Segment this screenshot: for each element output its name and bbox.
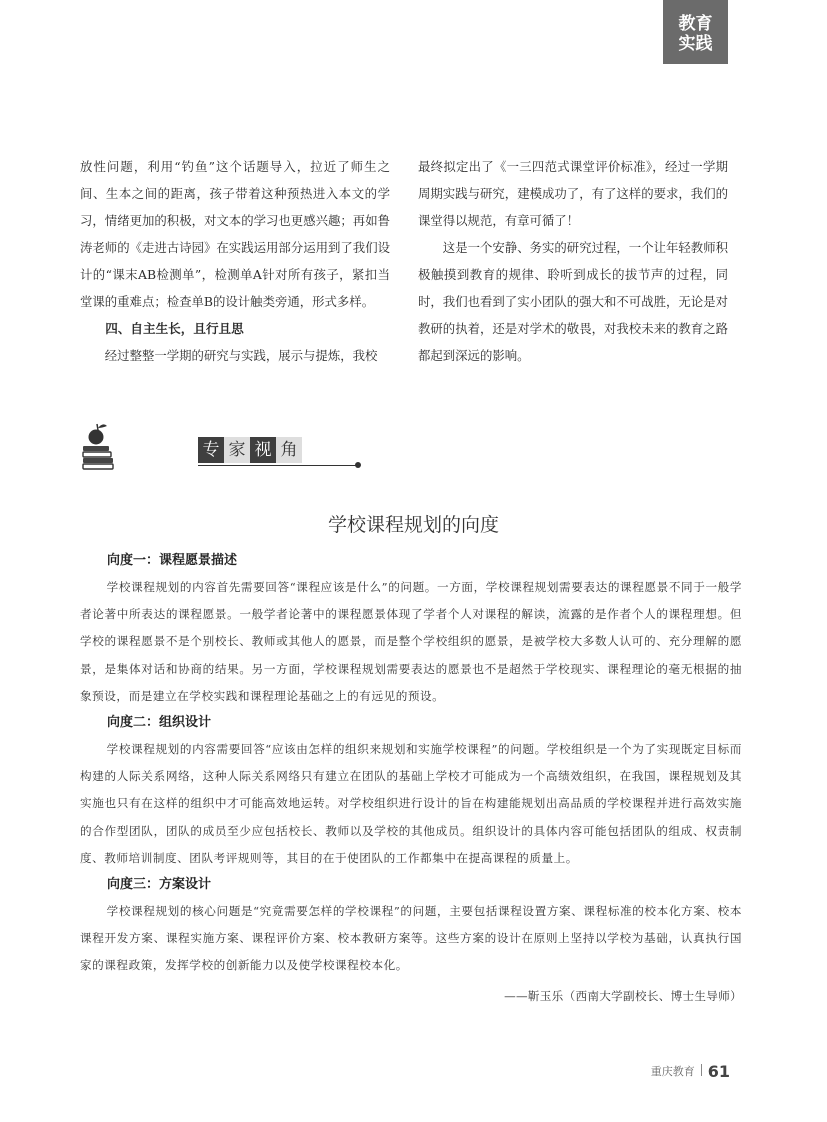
journal-name: 重庆教育 [650,1065,695,1078]
article-title: 学校课程规划的向度 [327,514,499,536]
right-column [418,153,728,369]
section-3-text: 学校课程规划的核心问题是“究竟需要怎样的学校课程”的问题，主要包括课程设置方案、课程标准的校本化方案、校本课程开发方案、课程实施方案、课程评价方案、校本教研方案等。这些方案的设计在原则上坚持以学校为基础，认真执行国家的课程政策，发挥学校的创新能力以及使学校课程校本化。 [80,904,742,973]
left-section-heading: 四、自主生长，且行且思 [105,321,244,336]
left-paragraph-1: 放性问题，利用“钓鱼”这个话题导入，拉近了师生之间、生本之间的距离，孩子带着这种预热进入本文的学习，情绪更加的积极，对文本的学习也更感兴趣；再如鲁涛老师的《走进古诗园》在实践运用部分运用到了我们设计的“课末AB检测单”，检测单A针对所有孩子，紧扣当堂课的重难点；检查单B的设计触类旁通，形式多样。 [80,159,390,309]
banner-divider-line [198,465,356,466]
left-column [80,153,390,369]
expert-view-banner [80,420,298,472]
footer-separator [701,1064,702,1076]
author-signature: ——靳玉乐（西南大学副校长、博士生导师） [504,988,742,1003]
apple-books-icon [80,420,120,472]
section-2-heading: 向度二：组织设计 [107,715,212,731]
section-tab-line2: 实践 [678,34,713,54]
left-paragraph-2: 经过整整一学期的研究与实践，展示与提炼，我校 [104,348,378,363]
banner-char-4: 角 [276,437,302,463]
banner-char-2: 家 [224,437,250,463]
article-body [80,548,742,1010]
page-footer [600,1062,730,1081]
banner-divider-dot [355,462,361,468]
banner-char-3: 视 [250,437,276,463]
section-1-heading: 向度一：课程愿景描述 [107,553,238,568]
section-3-heading: 向度三：方案设计 [107,877,212,893]
banner-char-1: 专 [198,437,224,463]
section-1-text: 学校课程规划的内容首先需要回答“课程应该是什么”的问题。一方面，学校课程规划需要表达的课程愿景不同于一般学者论著中所表达的课程愿景。一般学者论著中的课程愿景体现了学者个人对课程的解读，流露的是作者个人的课程理想。但学校的课程愿景不是个别校长、教师或其他人的愿景，而是整个学校组织的愿景，是被学校大多数人认可的、充分理解的愿景，是集体对话和协商的结果。另一方面，学校课程规划需要表达的愿景也不是超然于学校现实、课程理论的毫无根据的抽象预设，而是建立在学校实践和课程理论基础之上的有远见的预设。 [80,580,742,703]
right-paragraph-1: 最终拟定出了《一三四范式课堂评价标准》，经过一学期周期实践与研究，建模成功了，有了这样的要求，我们的课堂得以规范，有章可循了！ [418,159,728,228]
section-tab-line1: 教育 [678,14,713,34]
right-paragraph-2: 这是一个安静、务实的研究过程，一个让年轻教师积极触摸到教育的规律、聆听到成长的拔节声的过程，同时，我们也看到了实小团队的强大和不可战胜，无论是对教研的执着，还是对学术的敬畏，对我校未来的教育之路都起到深远的影响。 [418,240,728,363]
page-number: 61 [707,1062,730,1081]
section-2-text: 学校课程规划的内容需要回答“应该由怎样的组织来规划和实施学校课程”的问题。学校组织是一个为了实现既定目标而构建的人际关系网络，这种人际关系网络只有建立在团队的基础上学校才可能成为一个高绩效组织，在我国，课程规划及其实施也只有在这样的组织中才可能高效地运转。对学校组织进行设计的旨在构建能规划出高品质的学校课程并进行高效实施的合作型团队，团队的成员至少应包括校长、教师以及学校的其他成员。组织设计的具体内容可能包括团队的组成、权责制度、教师培训制度、团队考评规则等，其目的在于使团队的工作都集中在提高课程的质量上。 [80,742,742,865]
section-tab [663,0,728,64]
